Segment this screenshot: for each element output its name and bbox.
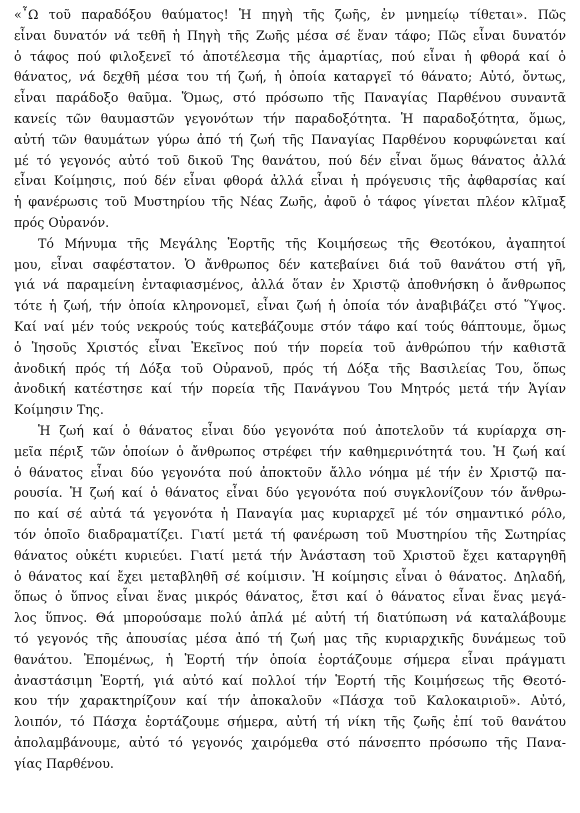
text-line: γίας Παρθένου. bbox=[14, 755, 114, 771]
text-line: εἶναι Κοίμησις, πού δέν εἶναι φθορά ἀλλά εἶναι ἡ πρόγευσις τῆς ἀφθαρσίας καί bbox=[14, 173, 566, 189]
text-line: Κοίμησιν Της. bbox=[14, 402, 104, 418]
text-line: αὐτή τῶν θαυμάτων γύρω ἀπό τή ζωή τῆς Παναγίας Παρθένου κορυφώνεται καί bbox=[14, 131, 566, 147]
text-line: Καί ναί μέν τούς νεκρούς τούς κατεβάζουμε στόν τάφο καί τούς θάπτουμε, ὅμως bbox=[14, 318, 566, 334]
text-line: ὅπως ὁ ὕπνος εἶναι ἕνας μικρός θάνατος, ἔτσι καί ὁ θάνατος εἶναι ἕνας μεγά- bbox=[14, 589, 566, 605]
text-line: μέ τό γεγονός αὐτό τοῦ δικοῦ Της θανάτου, πού δέν εἶναι ὅμως θάνατος ἀλλά bbox=[14, 152, 566, 168]
text-line: «῏Ω τοῦ παραδόξου θαύματος! Ἡ πηγὴ τῆς ζωῆς, ἐν μνημείῳ τίθεται». Πῶς bbox=[14, 7, 566, 22]
paragraph-3 bbox=[14, 421, 566, 775]
text-line: ὁ τάφος πού φιλοξενεῖ τό ἀποτέλεσμα τῆς ἁμαρτίας, πού εἶναι ἡ φθορά καί ὁ bbox=[14, 48, 566, 64]
text-line: ἀπολαμβάνουμε, αὐτό τό γεγονός χαιρόμεθα στό πάνσεπτο πρόσωπο τῆς Πανα- bbox=[14, 734, 566, 750]
text-line: ὁ Ἰησοῦς Χριστός εἶναι Ἐκεῖνος πού τήν πορεία τοῦ ἀνθρώπου τήν καθιστᾶ bbox=[14, 339, 566, 355]
text-line: κανείς τῶν θαυμαστῶν γεγονότων τήν παραδοξότητα. Ἡ παραδοξότητα, ὅμως, bbox=[14, 110, 566, 126]
paragraph-1 bbox=[14, 5, 566, 234]
text-line: λος ὕπνος. Θά μπορούσαμε πολύ ἁπλά μέ αὐτή τή διατύπωση νά καταλάβουμε bbox=[14, 610, 566, 626]
text-line: ὁ θάνατος καί ἔχει μεταβληθῆ σέ κοίμισιν. Ἡ κοίμησις εἶναι ὁ θάνατος. Δηλαδή, bbox=[14, 568, 566, 584]
text-line: εἶναι παράδοξο θαῦμα. Ὅμως, στό πρόσωπο τῆς Παναγίας Παρθένου συναντᾶ bbox=[14, 90, 566, 106]
text-line: τό γεγονός τῆς ἀπουσίας μέσα ἀπό τή ζωή μας τῆς κυριαρχικῆς δυνάμεως τοῦ bbox=[14, 630, 566, 646]
text-line: ἀνοδική κατέστησε καί τήν πορεία τῆς Πανάγνου Του Μητρός μετά τήν Ἁγίαν bbox=[14, 381, 566, 397]
text-line: λοιπόν, τό Πάσχα ἑορτάζουμε σήμερα, αὐτή τή νίκη τῆς ζωῆς ἐπί τοῦ θανάτου bbox=[14, 714, 566, 730]
text-line: θανάτου. Ἐπομένως, ἡ Ἑορτή τήν ὁποία ἑορτάζουμε σήμερα εἶναι πράγματι bbox=[14, 651, 566, 667]
text-line: ἀναστάσιμη Ἑορτή, γιά αὐτό καί πολλοί τήν Ἑορτή τῆς Κοιμήσεως τῆς Θεοτό- bbox=[14, 672, 566, 688]
text-line: μεῖα πέριξ τῶν ὁποίων ὁ ἄνθρωπος στρέφει τήν καθημερινότητά του. Ἡ ζωή καί bbox=[14, 443, 566, 459]
text-line: τότε ἡ ζωή, τήν ὁποία κληρονομεῖ, εἶναι ζωή ἡ ὁποία τόν ἀναβιβάζει στό Ὕψος. bbox=[14, 298, 566, 314]
text-line: κου τήν χαρακτηρίζουν καί τήν ἀποκαλοῦν «Πάσχα τοῦ Καλοκαιριοῦ». Αὐτό, bbox=[14, 693, 566, 709]
text-line: ὁ θάνατος εἶναι δύο γεγονότα πού ἀποκτοῦν ἄλλο νόημα μέ τήν ἐν Χριστῷ πα- bbox=[14, 464, 566, 480]
text-line: ἡ φανέρωσις τοῦ Μυστηρίου τῆς Νέας Ζωῆς, ἀφοῦ ὁ τάφος γίνεται πλέον κλῖμαξ bbox=[14, 194, 566, 210]
text-line: Ἡ ζωή καί ὁ θάνατος εἶναι δύο γεγονότα πού ἀποτελοῦν τά κυρίαρχα ση- bbox=[38, 422, 566, 438]
text-line: εἶναι δυνατόν νά τεθῆ ἡ Πηγὴ τῆς Ζωῆς μέσα σέ ἕναν τάφο; Πῶς εἶναι δυνατόν bbox=[14, 27, 566, 43]
document-page bbox=[14, 5, 566, 774]
text-line: θάνατος οὐκέτι κυριεύει. Γιατί μετά τήν Ἀνάσταση τοῦ Χριστοῦ ἔχει καταργηθῆ bbox=[14, 547, 566, 563]
text-line: γιά νά παραμείνη ἐνταφιασμένος, ἀλλά ὅταν ἐν Χριστῷ ἀποθνήσκη ὁ ἄνθρωπος bbox=[14, 277, 566, 293]
text-line: Τό Μήνυμα τῆς Μεγάλης Ἑορτῆς τῆς Κοιμήσεως τῆς Θεοτόκου, ἀγαπητοί bbox=[38, 235, 566, 251]
text-line: πο καί σέ αὐτά τά γεγονότα ἡ Παναγία μας κυριαρχεῖ μέ τόν σημαντικό ρόλο, bbox=[14, 506, 566, 522]
text-line: ἀνοδική πρός τή Δόξα τοῦ Οὐρανοῦ, πρός τή Δόξα τῆς Βασιλείας Του, ὅπως bbox=[14, 360, 566, 376]
text-line: θάνατος, νά δεχθῆ μέσα του τή ζωή, ἡ ὁποία καταργεῖ τό θάνατο; Αὐτό, ὄντως, bbox=[14, 69, 566, 85]
text-line: μου, εἶναι σαφέστατον. Ὁ ἄνθρωπος δέν κατεβαίνει διά τοῦ θανάτου στή γῆ, bbox=[14, 256, 566, 272]
text-line: τόν ὁποῖο διαδραματίζει. Γιατί μετά τή φανέρωση τοῦ Μυστηρίου τῆς Σωτηρίας bbox=[14, 526, 566, 542]
paragraph-2 bbox=[14, 234, 566, 421]
text-line: πρός Οὐρανόν. bbox=[14, 214, 110, 230]
text-line: ρουσία. Ἡ ζωή καί ὁ θάνατος εἶναι δύο γεγονότα πού συγκλονίζουν τόν ἄνθρω- bbox=[14, 485, 566, 501]
